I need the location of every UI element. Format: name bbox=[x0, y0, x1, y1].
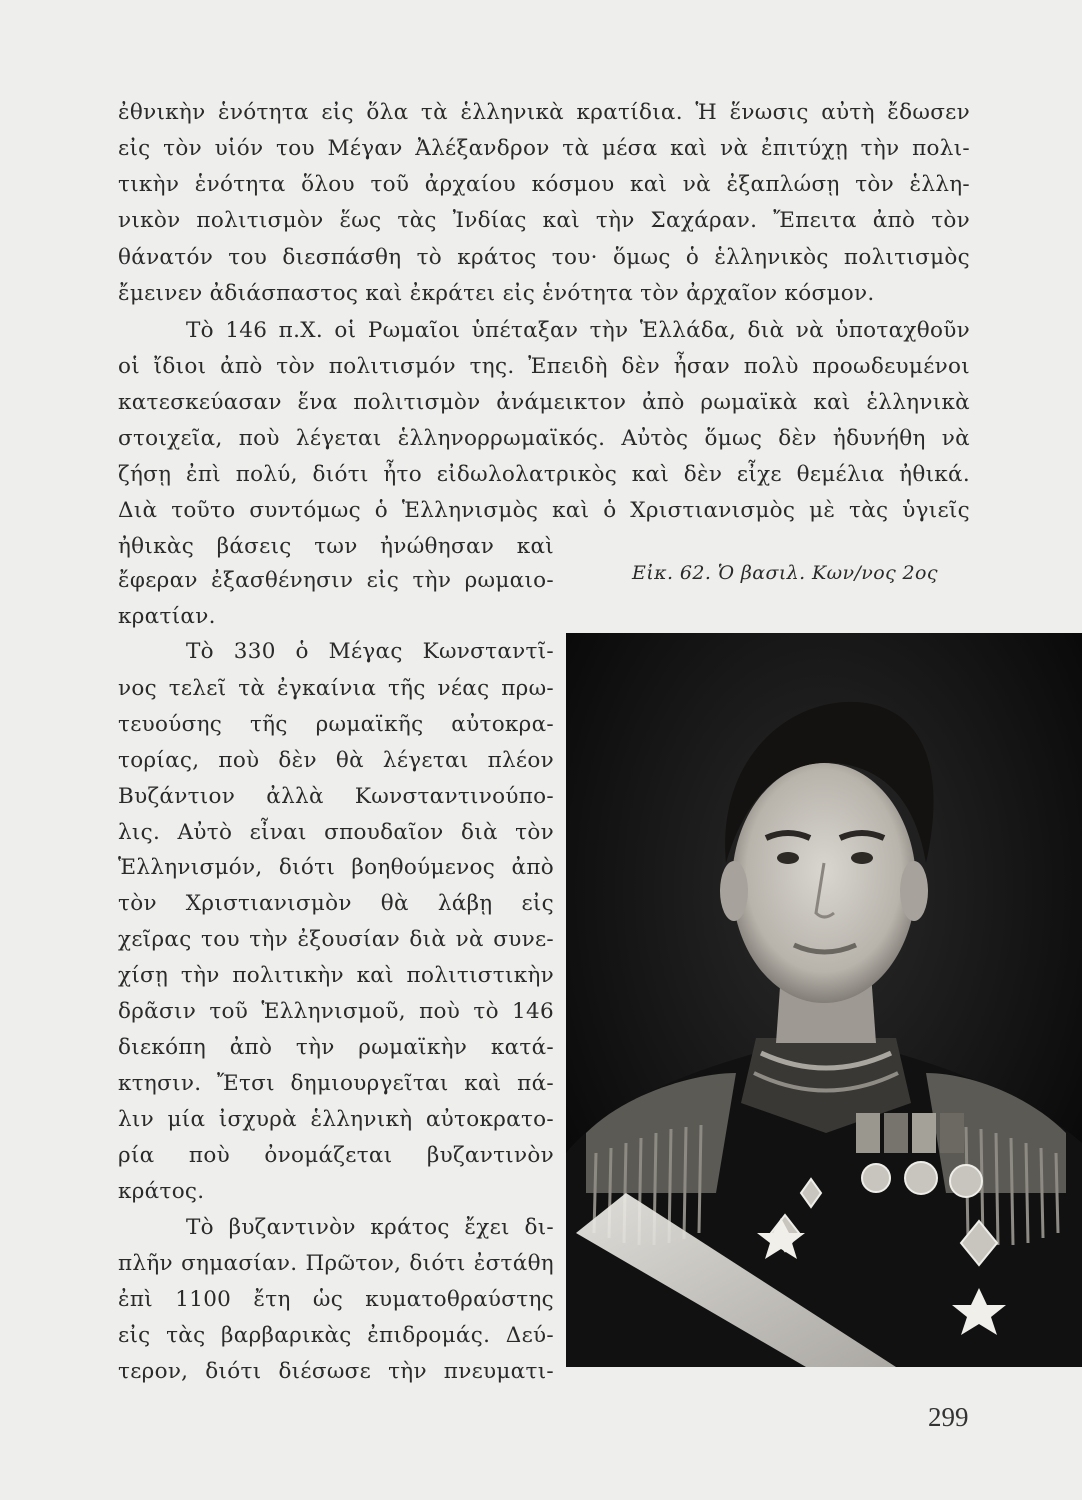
portrait-illustration bbox=[566, 633, 1082, 1367]
text-line: Διὰ τοῦτο συντόμως ὁ Ἑλληνισμὸς καὶ ὁ Χριστιανισμὸς μὲ τὰς ὑγιεῖς bbox=[118, 498, 970, 523]
text-line: ἔμεινεν ἀδιάσπαστος καὶ ἐκράτει εἰς ἑνότητα τὸν ἀρχαῖον κόσμον. bbox=[118, 281, 875, 306]
text-line: κρατίαν. bbox=[118, 604, 216, 629]
text-line: τορίας, ποὺ δὲν θὰ λέγεται πλέον bbox=[118, 748, 554, 773]
text-line: κτησιν. Ἔτσι δημιουργεῖται καὶ πά- bbox=[118, 1071, 554, 1096]
text-line: νικὸν πολιτισμὸν ἕως τὰς Ἰνδίας καὶ τὴν Σαχάραν. Ἔπειτα ἀπὸ τὸν bbox=[118, 208, 970, 233]
text-line: Βυζάντιον ἀλλὰ Κωνσταντινούπο- bbox=[118, 784, 554, 809]
portrait-photo bbox=[566, 633, 1082, 1367]
text-line: χεῖρας του τὴν ἐξουσίαν διὰ νὰ συνε- bbox=[118, 927, 554, 952]
text-line: θάνατόν του διεσπάσθη τὸ κράτος του· ὅμως ὁ ἑλληνικὸς πολιτισμὸς bbox=[118, 245, 970, 270]
text-line: νος τελεῖ τὰ ἐγκαίνια τῆς νέας πρω- bbox=[118, 676, 554, 701]
text-line: Τὸ 330 ὁ Μέγας Κωνσταντῖ- bbox=[186, 639, 554, 664]
text-line: στοιχεῖα, ποὺ λέγεται ἑλληνορρωμαϊκός. Αὐτὸς ὅμως δὲν ἠδυνήθη νὰ bbox=[118, 426, 970, 451]
page-number: 299 bbox=[928, 1402, 969, 1432]
figure-caption: Εἰκ. 62. Ὁ βασιλ. Κων/νος 2ος bbox=[632, 562, 938, 584]
text-line: διεκόπη ἀπὸ τὴν ρωμαϊκὴν κατά- bbox=[118, 1035, 554, 1060]
text-line: ἐθνικὴν ἑνότητα εἰς ὅλα τὰ ἑλληνικὰ κρατίδια. Ἡ ἕνωσις αὐτὴ ἔδωσεν bbox=[118, 100, 970, 125]
text-line: χίσῃ τὴν πολιτικὴν καὶ πολιτιστικὴν bbox=[118, 963, 554, 988]
text-line: κατεσκεύασαν ἕνα πολιτισμὸν ἀνάμεικτον ἀπὸ ρωμαϊκὰ καὶ ἑλληνικὰ bbox=[118, 390, 970, 415]
text-line: τὸν Χριστιανισμὸν θὰ λάβῃ εἰς bbox=[118, 891, 554, 916]
text-line: εἰς τὸν υἱόν του Μέγαν Ἀλέξανδρον τὰ μέσα καὶ νὰ ἐπιτύχῃ τὴν πολι- bbox=[118, 136, 970, 161]
text-line: ρία ποὺ ὀνομάζεται βυζαντινὸν bbox=[118, 1143, 554, 1168]
text-line: Ἑλληνισμόν, διότι βοηθούμενος ἀπὸ bbox=[118, 855, 554, 880]
text-line: εἰς τὰς βαρβαρικὰς ἐπιδρομάς. Δεύ- bbox=[118, 1323, 554, 1348]
text-line: Τὸ βυζαντινὸν κράτος ἔχει δι- bbox=[186, 1215, 554, 1240]
text-line: τερον, διότι διέσωσε τὴν πνευματι- bbox=[118, 1359, 554, 1384]
text-line: οἱ ἴδιοι ἀπὸ τὸν πολιτισμόν της. Ἐπειδὴ δὲν ἦσαν πολὺ προωδευμένοι bbox=[118, 354, 970, 379]
text-line: λιν μία ἰσχυρὰ ἑλληνικὴ αὐτοκρατο- bbox=[118, 1107, 554, 1132]
text-line: δρᾶσιν τοῦ Ἑλληνισμοῦ, ποὺ τὸ 146 bbox=[118, 999, 554, 1024]
text-line: κράτος. bbox=[118, 1179, 205, 1204]
text-line: ἔφεραν ἐξασθένησιν εἰς τὴν ρωμαιο- bbox=[118, 568, 554, 593]
text-line: ἠθικὰς βάσεις των ἠνώθησαν καὶ bbox=[118, 534, 554, 559]
text-line: τευούσης τῆς ρωμαϊκῆς αὐτοκρα- bbox=[118, 712, 554, 737]
text-line: ζήσῃ ἐπὶ πολύ, διότι ἦτο εἰδωλολατρικὸς καὶ δὲν εἶχε θεμέλια ἠθικά. bbox=[118, 462, 970, 487]
text-line: λις. Αὐτὸ εἶναι σπουδαῖον διὰ τὸν bbox=[118, 820, 554, 845]
text-line: Τὸ 146 π.Χ. οἱ Ρωμαῖοι ὑπέταξαν τὴν Ἑλλάδα, διὰ νὰ ὑποταχθοῦν bbox=[186, 318, 970, 343]
text-line: τικὴν ἑνότητα ὅλου τοῦ ἀρχαίου κόσμου καὶ νὰ ἐξαπλώσῃ τὸν ἑλλη- bbox=[118, 172, 970, 197]
text-line: πλῆν σημασίαν. Πρῶτον, διότι ἐστάθη bbox=[118, 1251, 554, 1276]
text-line: ἐπὶ 1100 ἔτη ὡς κυματοθραύστης bbox=[118, 1287, 554, 1312]
